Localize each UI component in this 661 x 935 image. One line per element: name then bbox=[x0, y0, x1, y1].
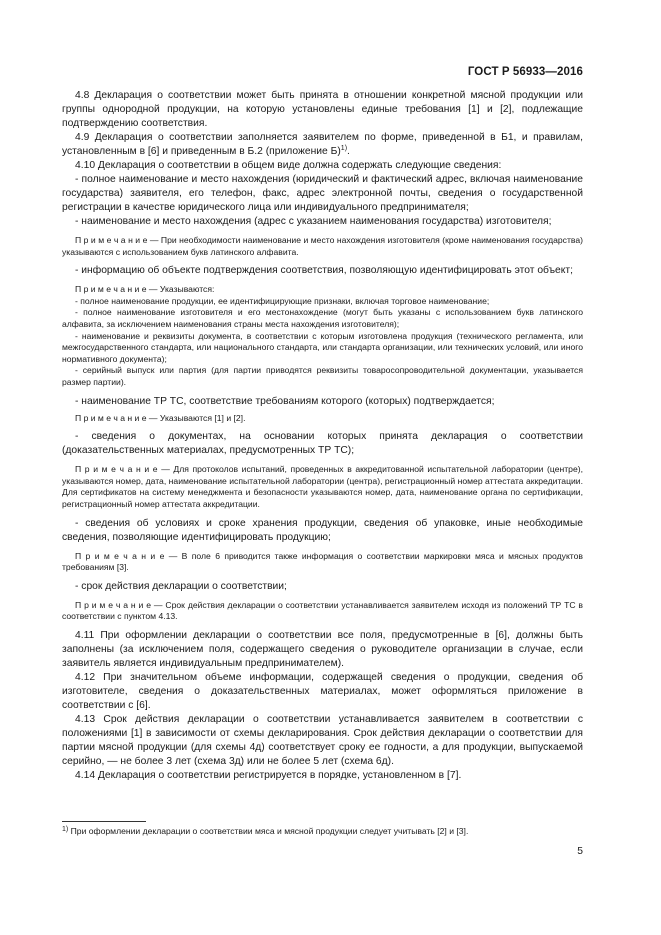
clause-4-8: 4.8 Декларация о соответствии может быть принята в отношении конкретной мясной продукции или группы однородной продукции, на которую установлены единые требования [1] и [2], подлежащие подтверждению соответствия. bbox=[62, 90, 583, 129]
note-object-line: - серийный выпуск или партия (для партии приводятся реквизиты товаросопроводительной документации, указывается размер партии). bbox=[62, 365, 583, 387]
note-object-head: П р и м е ч а н и е — Указываются: bbox=[75, 284, 215, 295]
document-code: ГОСТ Р 56933—2016 bbox=[467, 66, 583, 78]
list-item-applicant: - полное наименование и место нахождения (юридический и фактический адрес, включая наименование государства) заявителя, его телефон, факс, адрес электронной почты, сведения о государственной регистрации в качестве юридического лица или индивидуального предпринимателя; bbox=[62, 174, 583, 213]
list-item-object: - информацию об объекте подтверждения соответствия, позволяющую идентифицировать этот объект; bbox=[75, 265, 573, 277]
clause-4-10: 4.10 Декларация о соответствии в общем виде должна содержать следующие сведения: bbox=[75, 160, 502, 171]
note-object-line: - полное наименование продукции, ее идентифицирующие признаки, включая торговое наименование; bbox=[75, 295, 490, 306]
list-item-manufacturer: - наименование и место нахождения (адрес с указанием наименования государства) изготовителя; bbox=[75, 216, 552, 227]
footnote-ref: 1) bbox=[340, 145, 348, 152]
clause-4-11: 4.11 При оформлении декларации о соответствии все поля, предусмотренные в [6], должны быть заполнены (за исключением поля, содержащего сведения о руководителе организации в случае, если заявитель является индивидуальным предпринимателем). bbox=[62, 629, 583, 669]
page-number: 5 bbox=[577, 846, 583, 857]
list-item-documents: - сведения о документах, на основании которых принята декларация о соответствии (доказательственных материалах, предусмотренных ТР ТС); bbox=[62, 431, 583, 457]
clause-4-9-text: 4.9 Декларация о соответствии заполняется заявителем по форме, приведенной в Б1, и правилам, установленным в [6] и приведенным в Б.2 (приложение Б) bbox=[62, 132, 583, 157]
clause-4-13: 4.13 Срок действия декларации о соответствии устанавливается заявителем в соответствии с положениями [1] в зависимости от схемы декларирования. Срок действия декларации о соответствии для партии мясной продукции (для схемы 4д) соответствует сроку ее годности, а для продукции, выпускаемой серийно, — не более 3 лет (схема 3д) или не более 5 лет (схема 6д). bbox=[62, 713, 583, 767]
list-item-storage: - сведения об условиях и сроке хранения продукции, сведения об упаковке, иные необходимые сведения, позволяющие идентифицировать продукцию; bbox=[62, 517, 583, 543]
note-storage: П р и м е ч а н и е — В поле 6 приводится также информация о соответствии маркировки мяса и мясных продуктов требованиям [3]. bbox=[62, 550, 583, 573]
note-validity: П р и м е ч а н и е — Срок действия декларации о соответствии устанавливается заявителем исходя из положений ТР ТС в соответствии с пунктом 4.13. bbox=[62, 599, 583, 622]
note-object-line: - наименование и реквизиты документа, в соответствии с которым изготовлена продукция (технического регламента, или межгосударственного стандарта, или национального стандарта, или стандарта организации, или технических условий, или иного нормативного документа); bbox=[62, 330, 583, 364]
note-documents: П р и м е ч а н и е — Для протоколов испытаний, проведенных в аккредитованной испытательной лаборатории (центре), указываются номер, дата, наименование испытательной лаборатории (центра), регистрационный номер аттестата аккредитации. Для сертификатов на систему менеджмента и безопасности указываются номер, дата, наименование органа по сертификации, регистрационный номер аттестата аккредитации. bbox=[62, 464, 583, 509]
document-body bbox=[62, 89, 583, 783]
list-item-validity: - срок действия декларации о соответствии; bbox=[75, 580, 287, 592]
note-tr-ts: П р и м е ч а н и е — Указываются [1] и [2]. bbox=[75, 412, 246, 423]
footnote-divider bbox=[62, 821, 146, 822]
footnote bbox=[62, 826, 583, 837]
footnote-text: При оформлении декларации о соответствии мяса и мясной продукции следует учитывать [2] и [3]. bbox=[70, 826, 469, 836]
note-object-line: - полное наименование изготовителя и его местонахождение (могут быть указаны с использованием букв латинского алфавита, за исключением наименования страны места нахождения изготовителя); bbox=[62, 307, 583, 329]
list-item-tr-ts: - наименование ТР ТС, соответствие требованиям которого (которых) подтверждается; bbox=[75, 395, 495, 407]
footnote-mark: 1) bbox=[62, 826, 69, 833]
clause-4-9 bbox=[62, 131, 583, 159]
note-manufacturer: П р и м е ч а н и е — При необходимости наименование и место нахождения изготовителя (кроме наименования государства) указываются с использованием букв латинского алфавита. bbox=[62, 235, 583, 257]
clause-4-9-end: . bbox=[347, 146, 350, 157]
clause-4-14: 4.14 Декларация о соответствии регистрируется в порядке, установленном в [7]. bbox=[75, 769, 462, 781]
clause-4-12: 4.12 При значительном объеме информации, содержащей сведения о продукции, сведения об изготовителе, сведения о доказательственных материалах, может оформляться приложение в соответствии с [6]. bbox=[62, 671, 583, 711]
